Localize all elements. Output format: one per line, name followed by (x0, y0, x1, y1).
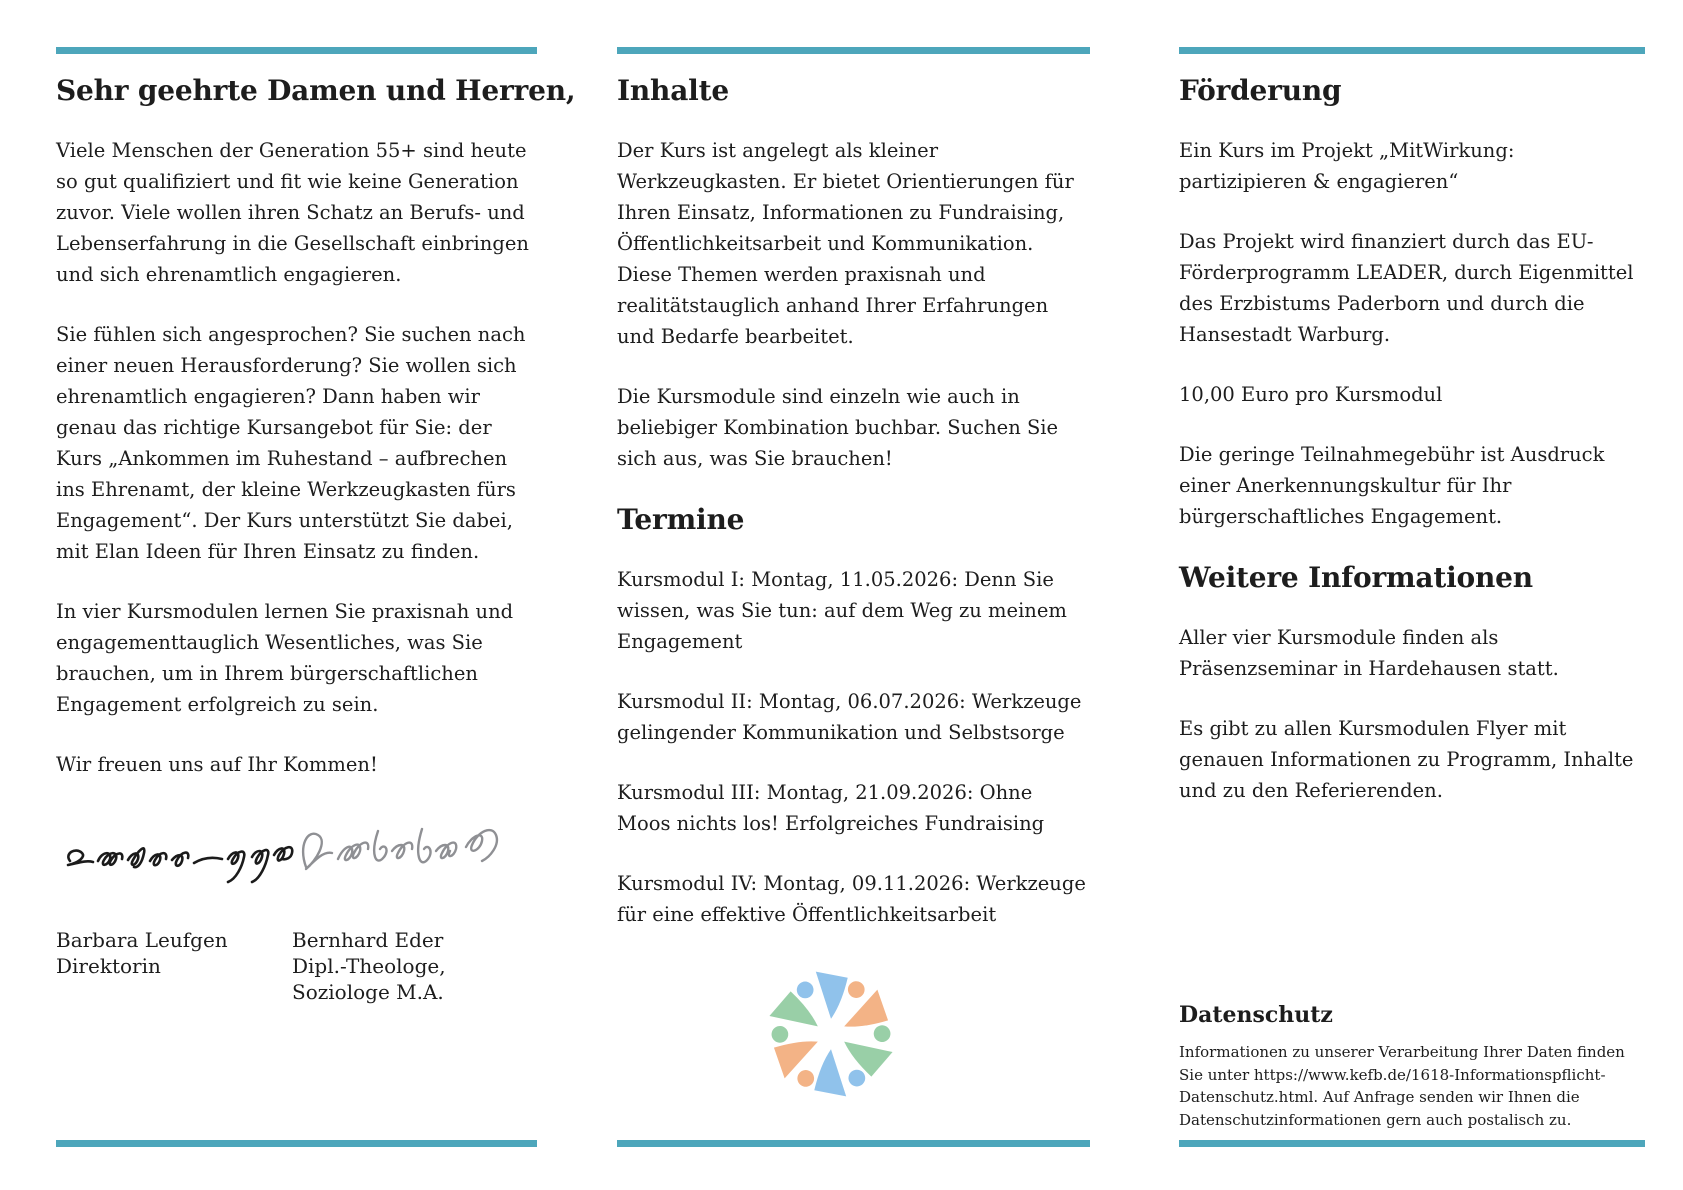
weitere-paragraph-2: Es gibt zu allen Kursmodulen Flyer mit genauen Informationen zu Programm, Inhalte und zu den Referierenden. (1179, 717, 1634, 802)
inhalte-paragraph-1: Der Kurs ist angelegt als kleiner Werkzeugkasten. Er bietet Orientierungen für Ihren Einsatz, Informationen zu Fundraising, Öffentlichkeitsarbeit und Kommunikation. Diese Themen werden praxisnah und realitätstauglich anhand Ihrer Erfahrungen und Bedarfe bearbeitet. (617, 139, 1074, 348)
signature-barbara-leufgen-image (60, 827, 300, 887)
greeting-paragraph-1: Viele Menschen der Generation 55+ sind heute so gut qualifiziert und fit wie keine Generation zuvor. Viele wollen ihren Schatz an Berufs- und Lebenserfahrung in die Gesellschaft einbringen und sich ehrenamtlich engagieren. (56, 139, 529, 286)
accent-bar-bottom-middle (617, 1140, 1090, 1147)
termine-item-4: Kursmodul IV: Montag, 09.11.2026: Werkzeuge für eine effektive Öffentlichkeitsarbeit (617, 872, 1086, 926)
foerderung-paragraph-4: Die geringe Teilnahmegebühr ist Ausdruck einer Anerkennungskultur für Ihr bürgerschaftliches Engagement. (1179, 443, 1605, 528)
foerderung-heading: Förderung (1179, 74, 1342, 107)
signer-role-2: Soziologe M.A. (292, 980, 444, 1004)
signer-bernhard-eder (292, 927, 446, 1005)
foerderung-paragraph-1: Ein Kurs im Projekt „MitWirkung: partizipieren & engagieren“ (1179, 139, 1515, 193)
signer-name: Bernhard Eder (292, 928, 444, 952)
signer-role: Dipl.-Theologe, (292, 954, 446, 978)
weitere-informationen-heading: Weitere Informationen (1179, 561, 1533, 594)
signers-block (56, 927, 537, 1005)
accent-bar-top-middle (617, 47, 1090, 54)
greeting-paragraph-3: In vier Kursmodulen lernen Sie praxisnah und engagementtauglich Wesentliches, was Sie brauchen, um in Ihrem bürgerschaftlichen Engagement erfolgreich zu sein. (56, 600, 514, 716)
signature-bernhard-eder-image (294, 811, 529, 891)
inhalte-paragraph-2: Die Kursmodule sind einzeln wie auch in beliebiger Kombination buchbar. Suchen Sie sich aus, was Sie brauchen! (617, 385, 1059, 470)
accent-bar-bottom-right (1179, 1140, 1645, 1147)
termine-item-3: Kursmodul III: Montag, 21.09.2026: Ohne Moos nichts los! Erfolgreiches Fundraising (617, 781, 1045, 835)
signer-role: Direktorin (56, 954, 161, 978)
people-circle-logo (750, 958, 912, 1110)
termine-item-2: Kursmodul II: Montag, 06.07.2026: Werkzeuge gelingender Kommunikation und Selbstsorge (617, 690, 1082, 744)
foerderung-paragraph-3: 10,00 Euro pro Kursmodul (1179, 383, 1443, 406)
greeting-heading: Sehr geehrte Damen und Herren, (56, 74, 576, 107)
weitere-paragraph-1: Aller vier Kursmodule finden als Präsenzseminar in Hardehausen statt. (1179, 626, 1559, 680)
datenschutz-heading: Datenschutz (1179, 1002, 1333, 1028)
greeting-paragraph-4: Wir freuen uns auf Ihr Kommen! (56, 753, 378, 776)
panel-greeting (56, 0, 576, 1190)
datenschutz-text: Informationen zu unserer Verarbeitung Ihrer Daten finden Sie unter https://www.kefb.de/1618-Informationspflicht-Datenschutz.html. Auf Anfrage senden wir Ihnen die Datenschutzinformationen gern auch postalisch zu. (1179, 1043, 1625, 1129)
datenschutz-section (1179, 1002, 1645, 1131)
signer-barbara-leufgen (56, 927, 292, 1005)
signature-area (56, 809, 537, 901)
accent-bar-top-left (56, 47, 537, 54)
panel-funding-info (1179, 0, 1645, 1190)
signer-name: Barbara Leufgen (56, 928, 228, 952)
inhalte-heading: Inhalte (617, 74, 729, 107)
foerderung-paragraph-2: Das Projekt wird finanziert durch das EU-Förderprogramm LEADER, durch Eigenmittel des Erzbistums Paderborn und durch die Hansestadt Warburg. (1179, 230, 1634, 346)
termine-item-1: Kursmodul I: Montag, 11.05.2026: Denn Sie wissen, was Sie tun: auf dem Weg zu meinem Engagement (617, 568, 1067, 653)
termine-heading: Termine (617, 503, 745, 536)
accent-bar-bottom-left (56, 1140, 537, 1147)
accent-bar-top-right (1179, 47, 1645, 54)
greeting-paragraph-2: Sie fühlen sich angesprochen? Sie suchen nach einer neuen Herausforderung? Sie wollen sich ehrenamtlich engagieren? Dann haben wir genau das richtige Kursangebot für Sie: der Kurs „Ankommen im Ruhestand – aufbrechen ins Ehrenamt, der kleine Werkzeugkasten fürs Engagement“. Der Kurs unterstützt Sie dabei, mit Elan Ideen für Ihren Einsatz zu finden. (56, 323, 526, 563)
